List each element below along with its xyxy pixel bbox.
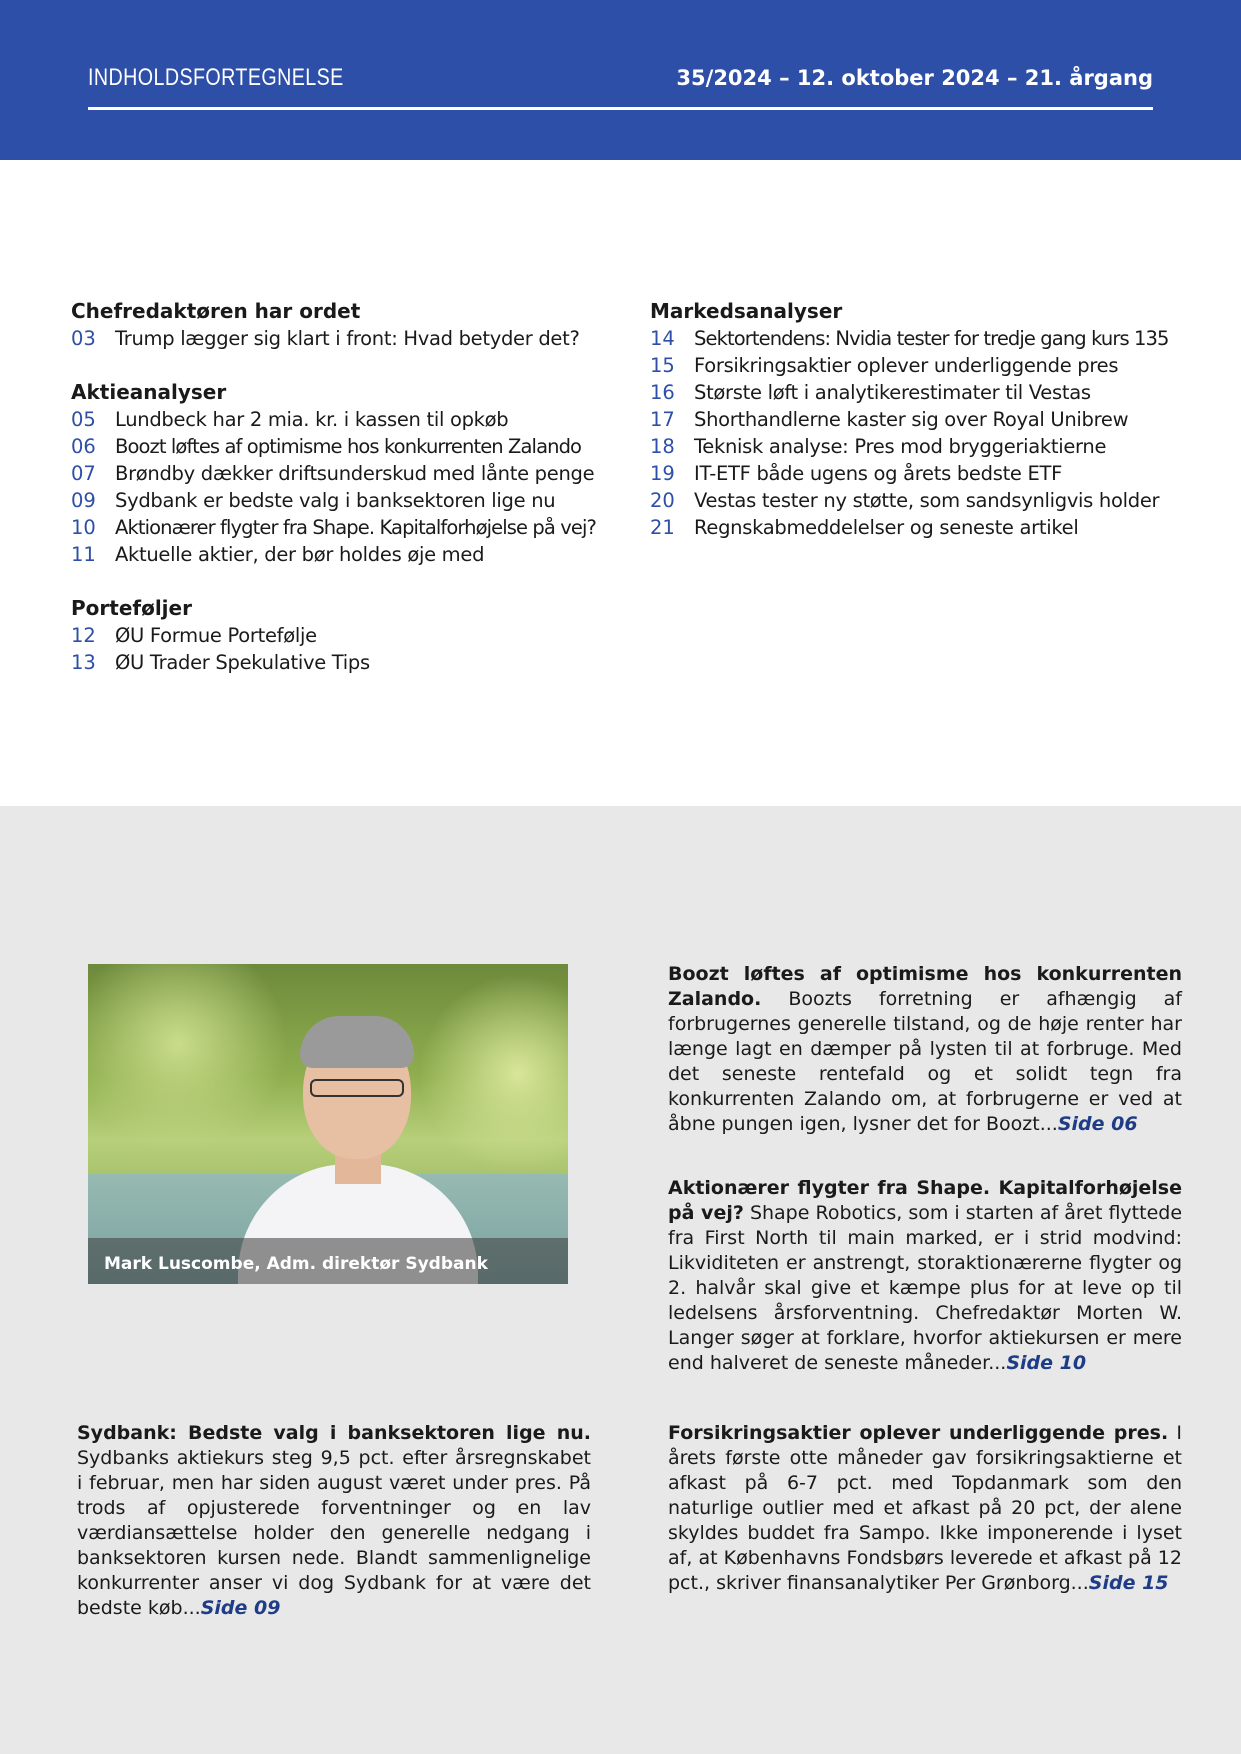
toc-heading: Porteføljer <box>71 596 192 620</box>
toc-item-title: Boozt løftes af optimisme hos konkurrenten Zalando <box>115 435 582 458</box>
toc-page-number: 06 <box>71 435 96 458</box>
toc-item-title: Sektortendens: Nvidia tester for tredje gang kurs 135 <box>694 327 1169 350</box>
teaser-body: Boozts forretning er afhængig af forbrugernes generelle tilstand, og de høje renter har længe lagt en dæmper på lysten til at forbruge. Med det seneste rentefald og et solidt tegn fra konkurrenten Zalando om, at forbrugerne er ved at åbne pungen igen, lysner det for Boozt <box>668 988 1182 1135</box>
toc-page-number: 16 <box>650 381 675 404</box>
toc-section-portefoljer <box>71 595 631 676</box>
toc-item[interactable] <box>650 352 1210 379</box>
toc-item-title: Forsikringsaktier oplever underliggende pres <box>694 354 1119 377</box>
toc-section-markedsanalyser <box>650 298 1210 541</box>
toc-item[interactable] <box>650 487 1210 514</box>
teaser-body: Sydbanks aktiekurs steg 9,5 pct. efter årsregnskabet i februar, men har siden august været under pres. På trods af opjusterede forventninger og en lav værdiansættelse holder den generelle nedgang i banksektoren kursen nede. Blandt sammenlignelige konkurrenter anser vi dog Sydbank for at være det bedste køb <box>77 1447 591 1619</box>
teaser-page-link[interactable]: Side 09 <box>200 1597 281 1619</box>
toc-heading: Markedsanalyser <box>650 299 843 323</box>
toc-item[interactable] <box>71 325 631 352</box>
teaser-headline: Aktionærer flygter fra Shape. Kapitalforhøjelse på vej? <box>668 1177 1182 1224</box>
toc-item[interactable] <box>650 460 1210 487</box>
toc-item-title: Vestas tester ny støtte, som sandsynligvis holder <box>694 489 1160 512</box>
toc-right-column <box>650 298 1210 568</box>
teaser-sydbank[interactable]: Sydbank: Bedste valg i banksektoren lige nu. Sydbanks aktiekurs steg 9,5 pct. efter årsregnskabet i februar, men har siden august været under pres. På trods af opjusterede forventninger og en lav værdiansættelse holder den generelle nedgang i banksektoren kursen nede. Blandt sammenlignelige konkurrenter anser vi dog Sydbank for at være det bedste køb...Side 09 <box>77 1422 591 1619</box>
teaser-boozt[interactable]: Boozt løftes af optimisme hos konkurrenten Zalando. Boozts forretning er afhængig af forbrugernes generelle tilstand, og de høje renter har længe lagt en dæmper på lysten til at forbruge. Med det seneste rentefald og et solidt tegn fra konkurrenten Zalando om, at forbrugerne er ved at åbne pungen igen, lysner det for Boozt...Side 06 <box>668 963 1182 1135</box>
teaser-page-link[interactable]: Side 10 <box>1006 1352 1087 1374</box>
toc-item-title: Lundbeck har 2 mia. kr. i kassen til opkøb <box>115 408 509 431</box>
toc-heading: Chefredaktøren har ordet <box>71 299 361 323</box>
toc-page-number: 11 <box>71 543 96 566</box>
header-divider <box>88 107 1153 110</box>
toc-item[interactable] <box>71 649 631 676</box>
toc-page-number: 09 <box>71 489 96 512</box>
toc-item-title: Største løft i analytikerestimater til Vestas <box>694 381 1091 404</box>
toc-page-number: 10 <box>71 516 96 539</box>
toc-section-chefredaktoren <box>71 298 631 352</box>
toc-item[interactable] <box>71 433 631 460</box>
teaser-headline: Forsikringsaktier oplever underliggende pres. <box>668 1422 1169 1444</box>
portrait-photo <box>88 964 568 1284</box>
teaser-page-link[interactable]: Side 06 <box>1057 1113 1138 1135</box>
toc-page-number: 07 <box>71 462 96 485</box>
teaser-shape[interactable]: Aktionærer flygter fra Shape. Kapitalforhøjelse på vej? Shape Robotics, som i starten af året flyttede fra First North til main marked, er i strid modvind: Likviditeten er anstrengt, storaktionærerne flygter og 2. halvår skal give et kæmpe plus for at leve op til ledelsens årsforventning. Chefredaktør Morten W. Langer søger at forklare, hvorfor aktiekursen er mere end halveret de seneste måneder...Side 10 <box>668 1177 1183 1374</box>
toc-page-number: 20 <box>650 489 675 512</box>
toc-item-title: Trump lægger sig klart i front: Hvad betyder det? <box>115 327 580 350</box>
issue-info: 35/2024 – 12. oktober 2024 – 21. årgang <box>676 66 1153 90</box>
toc-left-column <box>71 298 631 703</box>
teaser-headline: Sydbank: Bedste valg i banksektoren lige nu. <box>77 1422 591 1444</box>
toc-page-number: 19 <box>650 462 675 485</box>
teaser-body: I årets første otte måneder gav forsikringsaktierne et afkast på 6-7 pct. med Topdanmark som den naturlige outlier med et afkast på 20 pct, der alene skyldes buddet fra Sampo. Ikke imponerende i lyset af, at Københavns Fondsbørs leverede et afkast på 12 pct., skriver finansanalytiker Per Grønborg <box>668 1422 1182 1594</box>
toc-item[interactable] <box>71 622 631 649</box>
toc-item-title: Aktionærer flygter fra Shape. Kapitalforhøjelse på vej? <box>115 516 596 539</box>
toc-item[interactable] <box>650 379 1210 406</box>
toc-item-title: Teknisk analyse: Pres mod bryggeriaktierne <box>694 435 1107 458</box>
toc-item-title: IT-ETF både ugens og årets bedste ETF <box>694 462 1063 485</box>
toc-item-title: Brøndby dækker driftsunderskud med lånte penge <box>115 462 595 485</box>
toc-page-number: 21 <box>650 516 675 539</box>
toc-item[interactable] <box>650 514 1210 541</box>
teaser-body: Shape Robotics, som i starten af året flyttede fra First North til main marked, er i strid modvind: Likviditeten er anstrengt, storaktionærerne flygter og 2. halvår skal give et kæmpe plus for at leve op til ledelsens årsforventning. Chefredaktør Morten W. Langer søger at forklare, hvorfor aktiekursen er mere end halveret de seneste måneder <box>668 1202 1183 1374</box>
toc-section-aktieanalyser <box>71 379 631 568</box>
toc-item[interactable] <box>71 406 631 433</box>
toc-page-number: 15 <box>650 354 675 377</box>
header-title: INDHOLDSFORTEGNELSE <box>88 64 344 91</box>
toc-page-number: 17 <box>650 408 675 431</box>
toc-item[interactable] <box>71 487 631 514</box>
toc-item-title: ØU Formue Portefølje <box>115 624 317 647</box>
toc-item[interactable] <box>71 514 631 541</box>
toc-item[interactable] <box>650 433 1210 460</box>
page-header <box>0 0 1241 160</box>
toc-page-number: 14 <box>650 327 675 350</box>
toc-item[interactable] <box>71 460 631 487</box>
toc-item-title: ØU Trader Spekulative Tips <box>115 651 370 674</box>
toc-item[interactable] <box>650 406 1210 433</box>
toc-heading: Aktieanalyser <box>71 380 227 404</box>
toc-item-title: Shorthandlerne kaster sig over Royal Unibrew <box>694 408 1129 431</box>
toc-page-number: 12 <box>71 624 96 647</box>
toc-item-title: Aktuelle aktier, der bør holdes øje med <box>115 543 485 566</box>
toc-item-title: Sydbank er bedste valg i banksektoren lige nu <box>115 489 556 512</box>
toc-page-number: 03 <box>71 327 96 350</box>
toc-item-title: Regnskabmeddelelser og seneste artikel <box>694 516 1079 539</box>
toc-page-number: 13 <box>71 651 96 674</box>
photo-caption: Mark Luscombe, Adm. direktør Sydbank <box>104 1254 488 1274</box>
toc-page-number: 18 <box>650 435 675 458</box>
teaser-forsikring[interactable]: Forsikringsaktier oplever underliggende pres. I årets første otte måneder gav forsikringsaktierne et afkast på 6-7 pct. med Topdanmark som den naturlige outlier med et afkast på 20 pct, der alene skyldes buddet fra Sampo. Ikke imponerende i lyset af, at Københavns Fondsbørs leverede et afkast på 12 pct., skriver finansanalytiker Per Grønborg...Side 15 <box>668 1422 1182 1594</box>
toc-item[interactable] <box>650 325 1210 352</box>
toc-page-number: 05 <box>71 408 96 431</box>
toc-item[interactable] <box>71 541 631 568</box>
teaser-headline: Boozt løftes af optimisme hos konkurrenten Zalando. <box>668 963 1182 1010</box>
teaser-page-link[interactable]: Side 15 <box>1088 1572 1169 1594</box>
